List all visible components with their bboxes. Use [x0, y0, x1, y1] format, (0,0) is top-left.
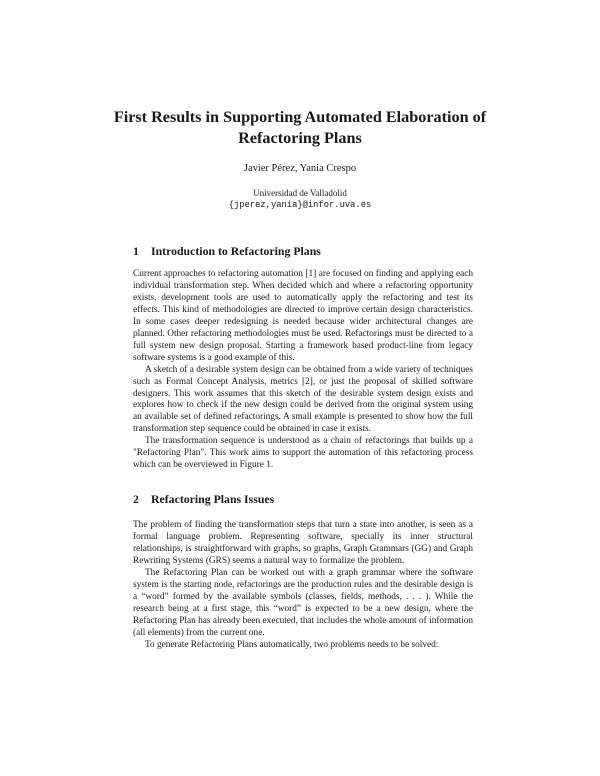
section-heading-1: [133, 244, 473, 258]
section-heading-2: [133, 492, 473, 506]
title-line-2: Refactoring Plans: [238, 129, 362, 147]
paragraph: The transformation sequence is understood as a chain of refactorings that builds up a "Refactoring Plan". This work aims to support the automation of this refactoring process which can be overviewed in Figure 1.: [133, 436, 473, 471]
paragraph: To generate Refactoring Plans automatically, two problems needs to be solved:: [145, 639, 439, 650]
paragraph: A sketch of a desirable system design can be obtained from a wide variety of techniques such as Formal Concept Analysis, metrics [2], or just the proposal of skilled software designers. This work assumes that this sketch of the desirable system design exists and explores how to check if the new design could be derived from the original system using an available set of defined refactorings. A small example is presented to show how the full transformation step sequence could be obtained in case it exists.: [133, 364, 473, 435]
section-number: 2: [133, 492, 139, 506]
section-number: 1: [133, 244, 139, 258]
paragraph: The problem of finding the transformation steps that turn a state into another, is seen as a formal language problem. Representing software, specially its inner structural relationships, is straightforward with graphs, so graphs, Graph Grammars (GG) and Graph Rewriting Systems (GRS) seems a natural way to formalize the problem.: [133, 520, 473, 566]
title-line-1: First Results in Supporting Automated Elaboration of: [113, 108, 487, 126]
affiliation-block: [0, 187, 600, 211]
paragraph: Current approaches to refactoring automation [1] are focused on finding and applying each individual transformation step. When decided which and where a refactoring opportunity exists, development tools are used to automatically apply the refactoring and test its effects. This kind of methodologies are directed to improve certain design characteristics. In some cases deeper redesigning is needed because wider architectural changes are planned. Other refactoring methodologies must be used. Refactorings must be directed to a full system new design proposal. Starting a framework based product-line from legacy software systems is a good example of this.: [133, 269, 473, 363]
authors: Javier Pérez, Yania Crespo: [243, 163, 357, 174]
author-email: {jperez,yania}@infor.uva.es: [228, 200, 372, 210]
section-title: Introduction to Refactoring Plans: [151, 244, 321, 258]
paragraph: The Refactoring Plan can be worked out with a graph grammar where the software system is the starting node, refactorings are the production rules and the desirable design is a “word” formed by the available symbols (classes, fields, methods, . . . ). While the research being at a first stage, this “word” is expected to be a new design, where the Refactoring Plan has already been executed, that includes the whole amount of information (all elements) from the current one.: [133, 567, 473, 638]
paper-title: [110, 107, 490, 149]
section-body-1: [133, 269, 473, 472]
affiliation: Universidad de Valladolid: [253, 188, 347, 198]
section-body-2: [133, 520, 473, 651]
section-title: Refactoring Plans Issues: [151, 492, 275, 506]
